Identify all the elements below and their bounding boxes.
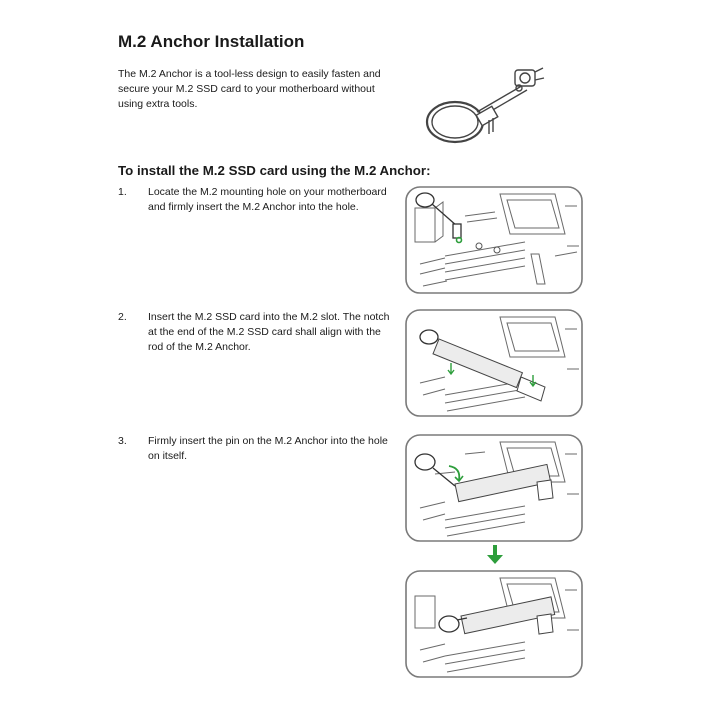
m2-anchor-icon — [415, 62, 550, 157]
step-3b-illustration — [405, 570, 583, 678]
step-text: Firmly insert the pin on the M.2 Anchor into the hole on itself. — [148, 435, 388, 462]
step-text: Insert the M.2 SSD card into the M.2 slot. The notch at the end of the M.2 SSD card shall align with the rod of the M.2 Anchor. — [148, 311, 390, 353]
step-text: Locate the M.2 mounting hole on your motherboard and firmly insert the M.2 Anchor into the hole. — [148, 186, 387, 213]
step-number: 3. — [118, 435, 127, 447]
step-2-illustration — [405, 309, 583, 417]
step-number: 2. — [118, 311, 127, 323]
intro-paragraph: The M.2 Anchor is a tool-less design to easily fasten and secure your M.2 SSD card to your motherboard without using extra tools. — [118, 68, 381, 110]
step-number: 1. — [118, 186, 127, 198]
step-3a-illustration — [405, 434, 583, 542]
section-heading: To install the M.2 SSD card using the M.2 Anchor: — [118, 163, 431, 178]
step-1-illustration — [405, 186, 583, 294]
page-title: M.2 Anchor Installation — [118, 32, 305, 51]
down-arrow-icon — [486, 545, 504, 565]
